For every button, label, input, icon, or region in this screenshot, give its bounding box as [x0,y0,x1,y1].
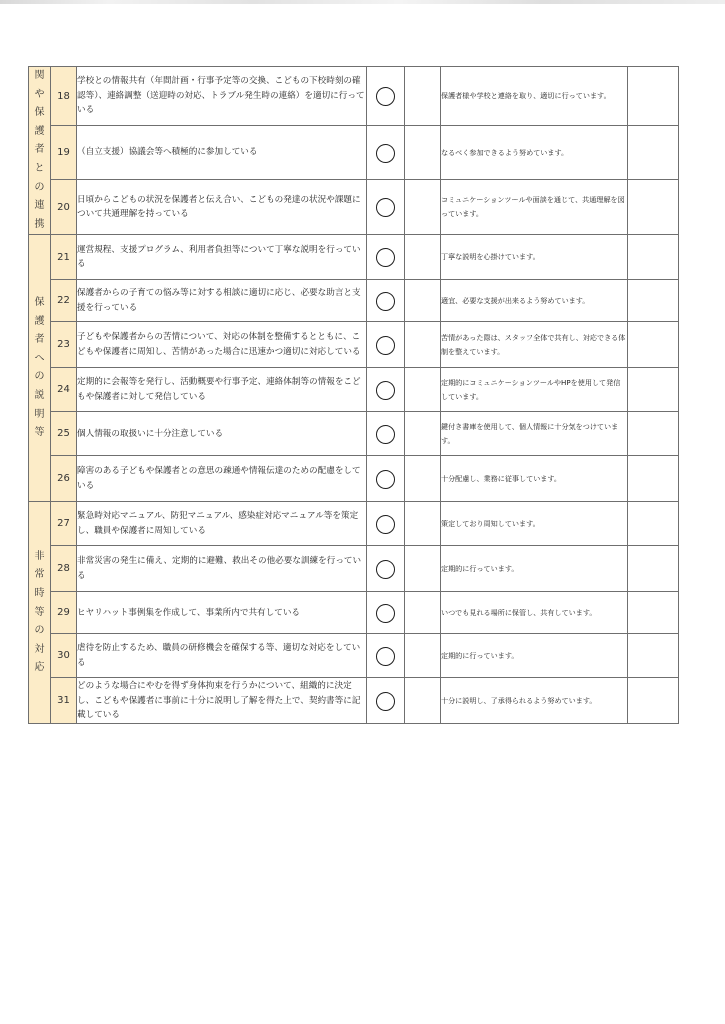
category-char: 護 [34,125,45,137]
yes-mark-cell [367,502,405,546]
yes-mark-cell [367,368,405,412]
remark-text: 定期的に行っています。 [441,634,628,678]
improvement-cell [628,592,679,634]
item-text: 個人情報の取扱いに十分注意している [77,412,367,456]
circle-mark-icon [376,604,395,623]
evaluation-table [28,66,679,724]
remark-text: いつでも見れる場所に保管し、共有しています。 [441,592,628,634]
item-number: 27 [51,502,77,546]
item-text: 非常災害の発生に備え、定期的に避難、救出その他必要な訓練を行っている [77,546,367,592]
table-row [29,126,679,180]
yes-mark-cell [367,280,405,322]
circle-mark-icon [376,515,395,534]
remark-text: 保護者様や学校と連絡を取り、適切に行っています。 [441,67,628,126]
item-number: 20 [51,180,77,235]
category-char: 等 [34,427,45,439]
category-char: 非 [34,550,45,562]
category-char: 者 [34,144,45,156]
remark-text: 苦情があった際は、スタッフ全体で共有し、対応できる体制を整えています。 [441,322,628,368]
no-mark-cell [405,126,441,180]
table-row [29,368,679,412]
improvement-cell [628,368,679,412]
circle-mark-icon [376,647,395,666]
item-text: 日頃からこどもの状況を保護者と伝え合い、こどもの発達の状況や課題について共通理解を持っている [77,180,367,235]
item-text: 虐待を防止するため、職員の研修機会を確保する等、適切な対応をしている [77,634,367,678]
improvement-cell [628,67,679,126]
improvement-cell [628,412,679,456]
remark-text: 定期的にコミュニケーションツールやHPを使用して発信しています。 [441,368,628,412]
no-mark-cell [405,180,441,235]
no-mark-cell [405,280,441,322]
item-number: 19 [51,126,77,180]
circle-mark-icon [376,248,395,267]
category-char: 護 [34,315,45,327]
item-text: （自立支援）協議会等へ積極的に参加している [77,126,367,180]
circle-mark-icon [376,560,395,579]
remark-text: 十分配慮し、業務に従事しています。 [441,456,628,502]
item-number: 25 [51,412,77,456]
no-mark-cell [405,546,441,592]
category-char: 保 [34,296,45,308]
improvement-cell [628,280,679,322]
circle-mark-icon [376,425,395,444]
category-char: へ [34,352,45,364]
item-text: ヒヤリハット事例集を作成して、事業所内で共有している [77,592,367,634]
yes-mark-cell [367,634,405,678]
improvement-cell [628,456,679,502]
table-row [29,456,679,502]
table-row [29,502,679,546]
table-row [29,322,679,368]
remark-text: コミュニケーションツールや面談を通じて、共通理解を図っています。 [441,180,628,235]
no-mark-cell [405,456,441,502]
table-row [29,235,679,280]
item-text: 子どもや保護者からの苦情について、対応の体制を整備するとともに、こどもや保護者に周知し、苦情があった場合に迅速かつ適切に対応している [77,322,367,368]
item-text: どのような場合にやむを得ず身体拘束を行うかについて、組織的に決定し、こどもや保護者に事前に十分に説明し了解を得た上で、契約書等に記載している [77,678,367,724]
table-row [29,678,679,724]
improvement-cell [628,235,679,280]
item-text: 保護者からの子育ての悩み等に対する相談に適切に応じ、必要な助言と支援を行っている [77,280,367,322]
category-char: と [34,162,45,174]
category-char: の [34,181,45,193]
yes-mark-cell [367,546,405,592]
circle-mark-icon [376,87,395,106]
no-mark-cell [405,678,441,724]
category-char: 対 [34,643,45,655]
circle-mark-icon [376,292,395,311]
item-number: 28 [51,546,77,592]
item-number: 22 [51,280,77,322]
yes-mark-cell [367,456,405,502]
remark-text: なるべく参加できるよう努めています。 [441,126,628,180]
item-number: 31 [51,678,77,724]
category-cell [29,67,51,235]
category-char: の [34,371,45,383]
improvement-cell [628,546,679,592]
no-mark-cell [405,322,441,368]
no-mark-cell [405,235,441,280]
remark-text: 鍵付き書庫を使用して、個人情報に十分気をつけています。 [441,412,628,456]
remark-text: 丁寧な説明を心掛けています。 [441,235,628,280]
category-char: 連 [34,200,45,212]
yes-mark-cell [367,235,405,280]
table-row [29,280,679,322]
item-number: 23 [51,322,77,368]
table-row [29,412,679,456]
item-number: 21 [51,235,77,280]
category-char: 等 [34,606,45,618]
item-number: 30 [51,634,77,678]
category-char: 明 [34,408,45,420]
no-mark-cell [405,67,441,126]
no-mark-cell [405,502,441,546]
category-char: 者 [34,334,45,346]
circle-mark-icon [376,144,395,163]
table-row [29,180,679,235]
table-row [29,546,679,592]
category-char: や [34,88,45,100]
item-text: 運営規程、支援プログラム、利用者負担等について丁寧な説明を行っている [77,235,367,280]
table-row [29,592,679,634]
category-char: 携 [34,218,45,230]
item-number: 26 [51,456,77,502]
yes-mark-cell [367,592,405,634]
improvement-cell [628,502,679,546]
improvement-cell [628,180,679,235]
remark-text: 定期的に行っています。 [441,546,628,592]
improvement-cell [628,634,679,678]
category-char: 時 [34,587,45,599]
table-row [29,67,679,126]
improvement-cell [628,322,679,368]
item-number: 24 [51,368,77,412]
category-char: 常 [34,569,45,581]
item-text: 定期的に会報等を発行し、活動概要や行事予定、連絡体制等の情報をこどもや保護者に対して発信している [77,368,367,412]
no-mark-cell [405,412,441,456]
circle-mark-icon [376,198,395,217]
no-mark-cell [405,368,441,412]
circle-mark-icon [376,336,395,355]
yes-mark-cell [367,126,405,180]
circle-mark-icon [376,381,395,400]
item-text: 障害のある子どもや保護者との意思の疎通や情報伝達のための配慮をしている [77,456,367,502]
item-text: 学校との情報共有（年間計画・行事予定等の交換、こどもの下校時刻の確認等）、連絡調整（送迎時の対応、トラブル発生時の連絡）を適切に行っている [77,67,367,126]
remark-text: 策定しており周知しています。 [441,502,628,546]
scan-top-edge [0,0,725,4]
remark-text: 十分に説明し、了承得られるよう努めています。 [441,678,628,724]
no-mark-cell [405,592,441,634]
item-number: 18 [51,67,77,126]
category-char: 説 [34,389,45,401]
category-cell [29,502,51,724]
no-mark-cell [405,634,441,678]
yes-mark-cell [367,412,405,456]
yes-mark-cell [367,678,405,724]
improvement-cell [628,126,679,180]
item-text: 緊急時対応マニュアル、防犯マニュアル、感染症対応マニュアル等を策定し、職員や保護者に周知している [77,502,367,546]
category-char: 関 [34,70,45,81]
yes-mark-cell [367,67,405,126]
circle-mark-icon [376,692,395,711]
table-row [29,634,679,678]
remark-text: 適宜、必要な支援が出来るよう努めています。 [441,280,628,322]
category-char: の [34,625,45,637]
improvement-cell [628,678,679,724]
yes-mark-cell [367,180,405,235]
category-cell [29,235,51,502]
circle-mark-icon [376,470,395,489]
category-char: 応 [34,662,45,674]
item-number: 29 [51,592,77,634]
yes-mark-cell [367,322,405,368]
category-char: 保 [34,107,45,119]
